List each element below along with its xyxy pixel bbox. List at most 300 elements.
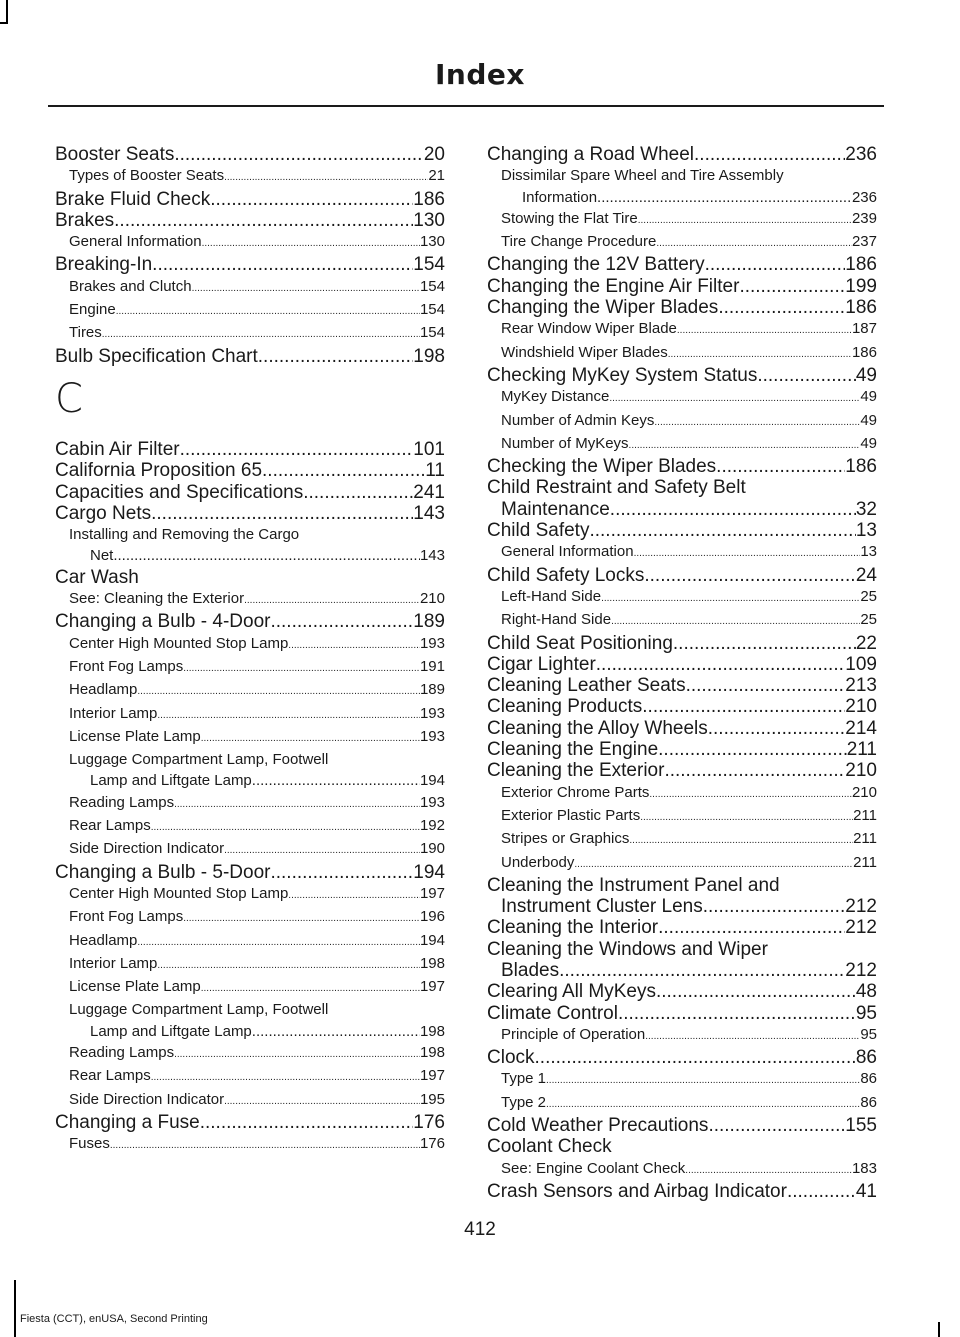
entry-label: Breaking-In [55,254,153,276]
dot-leader [102,322,420,345]
dot-leader [629,433,861,456]
entry-label: Engine [69,301,116,319]
index-entry[interactable] [55,346,445,367]
index-entry[interactable] [487,1115,877,1136]
entry-page-number: 155 [845,1115,877,1137]
entry-label: Clock [487,1047,535,1069]
dot-leader [708,1115,845,1136]
dot-leader [686,675,846,696]
entry-label: Front Fog Lamps [69,657,184,675]
index-subentry[interactable] [487,541,877,564]
entry-page-number: 154 [419,301,445,319]
entry-page-number: 194 [419,931,445,949]
entry-label: Lamp and Liftgate Lamp [90,1022,252,1040]
entry-label: Front Fog Lamps [69,908,184,926]
entry-label: Center High Mounted Stop Lamp [69,634,289,652]
entry-label: Child Safety [487,520,590,542]
entry-page-number: 186 [413,188,445,210]
dot-leader [157,953,420,976]
entry-label: Windshield Wiper Blades [501,343,668,361]
index-subentry[interactable] [487,805,877,828]
dot-leader [270,611,413,632]
dot-leader [244,588,420,611]
index-entry[interactable] [487,981,877,1002]
entry-page-number: 192 [419,817,445,835]
index-entry[interactable] [487,718,877,739]
entry-label: Tire Change Procedure [501,233,657,251]
dot-leader [192,276,420,299]
index-subentry[interactable] [55,838,445,861]
entry-label: Cabin Air Filter [55,438,180,460]
entry-page-number: 130 [419,233,445,251]
index-heading: Child Restraint and Safety Belt [487,477,746,499]
entry-label: License Plate Lamp [69,727,201,745]
crop-mark-top-left-h [0,22,8,24]
entry-page-number: 49 [860,434,877,452]
entry-page-number: 32 [855,498,877,520]
entry-page-number: 86 [855,1047,877,1069]
dot-leader [210,189,413,210]
dot-leader [618,1003,856,1024]
dot-leader [787,1181,856,1202]
index-subentry[interactable] [55,770,445,791]
index-entry[interactable] [487,675,877,696]
entry-page-number: 211 [846,739,877,761]
dot-leader [629,828,853,851]
entry-page-number: 194 [413,861,445,883]
crop-mark-bottom-right [938,1322,940,1337]
dot-leader [113,545,420,566]
index-subentry[interactable] [55,545,445,566]
entry-label: Maintenance [501,498,610,520]
dot-leader [151,503,413,524]
index-subentry[interactable] [487,1158,877,1181]
entry-page-number: 193 [419,704,445,722]
entry-label: Exterior Plastic Parts [501,806,641,824]
entry-page-number: 193 [419,793,445,811]
index-subheading: Dissimilar Spare Wheel and Tire Assembly [501,167,784,185]
index-subentry[interactable] [487,410,877,433]
index-entry[interactable] [487,1047,877,1068]
index-subentry[interactable] [487,828,877,851]
index-entry[interactable] [487,1181,877,1202]
dot-leader [157,703,420,726]
index-subentry[interactable] [55,703,445,726]
index-heading: Car Wash [55,566,139,588]
entry-label: See: Engine Coolant Check [501,1159,686,1177]
entry-page-number: 48 [855,981,877,1003]
entry-page-number: 13 [860,543,877,561]
dot-leader [685,1158,852,1181]
entry-label: Left-Hand Side [501,587,602,605]
dot-leader [288,883,420,906]
entry-page-number: 176 [413,1111,445,1133]
index-entry[interactable] [55,1112,445,1133]
dot-leader [252,1021,420,1042]
index-subentry[interactable] [55,815,445,838]
crop-mark-bottom-left [14,1280,16,1337]
entry-page-number: 193 [419,634,445,652]
entry-label: Side Direction Indicator [69,840,225,858]
dot-leader [288,633,420,656]
entry-page-number: 186 [851,343,877,361]
index-subentry[interactable] [487,1024,877,1047]
entry-label: Changing a Fuse [55,1111,200,1133]
dot-leader [597,187,852,208]
entry-label: Rear Lamps [69,1067,151,1085]
entry-label: Principle of Operation [501,1025,646,1043]
index-entry[interactable] [487,254,877,275]
entry-label: Reading Lamps [69,1043,175,1061]
entry-page-number: 211 [853,806,877,824]
entry-page-number: 95 [855,1002,877,1024]
entry-page-number: 199 [845,275,877,297]
entry-label: Cold Weather Precautions [487,1115,709,1137]
entry-label: Changing the Engine Air Filter [487,275,740,297]
dot-leader [610,499,856,520]
entry-label: Net [90,547,114,565]
entry-page-number: 143 [419,547,445,565]
entry-label: Type 1 [501,1070,547,1088]
entry-label: Rear Window Wiper Blade [501,320,677,338]
index-subentry[interactable] [55,165,445,188]
dot-leader [708,718,846,739]
dot-leader [303,482,413,503]
entry-page-number: 21 [428,167,445,185]
index-subentry[interactable] [487,1092,877,1115]
index-subheading: Luggage Compartment Lamp, Footwell [69,751,329,769]
index-subentry[interactable] [487,852,877,875]
entry-page-number: 211 [853,830,877,848]
section-letter: C [55,375,83,422]
entry-page-number: 241 [413,481,445,503]
dot-leader [677,318,852,341]
index-entry[interactable] [55,460,445,481]
index-entry[interactable] [487,456,877,477]
entry-label: License Plate Lamp [69,978,201,996]
dot-leader [262,460,425,481]
index-subentry[interactable] [55,930,445,953]
index-entry[interactable] [487,499,877,520]
entry-label: Child Safety Locks [487,564,645,586]
index-subentry[interactable] [55,679,445,702]
dot-leader [716,456,845,477]
entry-page-number: 210 [419,590,445,608]
dot-leader [559,960,845,981]
index-column-right [487,144,877,1202]
entry-label: Cleaning the Exterior [487,760,665,782]
index-subentry[interactable] [55,883,445,906]
dot-leader [174,144,424,165]
entry-label: Right-Hand Side [501,611,612,629]
index-entry[interactable] [55,503,445,524]
entry-label: Cleaning the Engine [487,739,659,761]
index-entry[interactable] [55,439,445,460]
index-entry[interactable] [487,1003,877,1024]
entry-page-number: 239 [851,209,877,227]
entry-label: Reading Lamps [69,793,175,811]
dot-leader [640,805,853,828]
entry-label: Interior Lamp [69,954,158,972]
entry-label: Changing the Wiper Blades [487,297,719,319]
index-entry[interactable] [487,760,877,781]
index-subheading: Luggage Compartment Lamp, Footwell [69,1001,329,1019]
index-entry[interactable] [487,896,877,917]
index-subentry[interactable] [487,386,877,409]
index-entry[interactable] [487,144,877,165]
index-subentry[interactable] [487,342,877,365]
dot-leader [574,852,853,875]
entry-page-number: 198 [419,1043,445,1061]
entry-page-number: 214 [845,717,877,739]
entry-page-number: 198 [419,954,445,972]
index-subentry[interactable] [55,276,445,299]
index-entry[interactable] [487,365,877,386]
index-subentry[interactable] [55,588,445,611]
dot-leader [658,739,847,760]
entry-page-number: 25 [860,587,877,605]
index-entry[interactable] [487,297,877,318]
header-divider [48,105,884,107]
index-subentry[interactable] [55,1089,445,1112]
entry-page-number: 197 [419,978,445,996]
dot-leader [656,981,856,1002]
entry-page-number: 154 [419,277,445,295]
index-subentry[interactable] [487,586,877,609]
entry-label: Rear Lamps [69,817,151,835]
entry-page-number: 101 [413,438,445,460]
dot-leader [200,1112,414,1133]
entry-page-number: 236 [851,188,877,206]
index-subentry[interactable] [487,609,877,632]
page-number: 412 [464,1219,496,1240]
entry-page-number: 49 [860,411,877,429]
entry-label: Cigar Lighter [487,653,596,675]
dot-leader [638,208,852,231]
entry-label: Changing a Bulb - 4-Door [55,611,271,633]
entry-label: General Information [69,233,202,251]
index-entry[interactable] [55,862,445,883]
entry-page-number: 212 [845,959,877,981]
entry-page-number: 194 [419,772,445,790]
index-entry[interactable] [55,210,445,231]
dot-leader [589,520,855,541]
index-subentry[interactable] [55,1021,445,1042]
index-heading: Coolant Check [487,1136,612,1158]
index-heading: Cleaning the Instrument Panel and [487,874,780,896]
index-entry[interactable] [487,633,877,654]
index-subentry[interactable] [487,231,877,254]
dot-leader [668,342,852,365]
entry-page-number: 237 [851,233,877,251]
entry-page-number: 49 [855,364,877,386]
entry-label: Cleaning Leather Seats [487,675,686,697]
entry-page-number: 41 [855,1180,877,1202]
entry-label: Exterior Chrome Parts [501,783,650,801]
entry-label: Checking MyKey System Status [487,364,758,386]
index-entry[interactable] [487,520,877,541]
index-entry[interactable] [487,696,877,717]
index-subentry[interactable] [55,322,445,345]
entry-page-number: 187 [851,320,877,338]
dot-leader [174,1042,420,1065]
index-subentry[interactable] [55,976,445,999]
index-entry[interactable] [487,960,877,981]
index-entry[interactable] [487,917,877,938]
entry-page-number: 25 [860,611,877,629]
entry-label: Crash Sensors and Airbag Indicator [487,1180,787,1202]
entry-label: Cleaning the Alloy Wheels [487,717,708,739]
entry-page-number: 86 [860,1093,877,1111]
index-subentry[interactable] [487,782,877,805]
dot-leader [654,410,860,433]
entry-label: Cleaning the Interior [487,917,659,939]
index-subentry[interactable] [55,633,445,656]
entry-label: Type 2 [501,1093,547,1111]
dot-leader [596,654,846,675]
entry-page-number: 189 [419,681,445,699]
entry-label: Checking the Wiper Blades [487,456,717,478]
entry-page-number: 198 [413,345,445,367]
entry-label: Instrument Cluster Lens [501,896,703,918]
dot-leader [739,276,845,297]
entry-page-number: 183 [851,1159,877,1177]
dot-leader [258,346,414,367]
entry-label: Interior Lamp [69,704,158,722]
entry-page-number: 186 [845,456,877,478]
index-subentry[interactable] [487,433,877,456]
index-subentry[interactable] [55,231,445,254]
entry-label: Changing the 12V Battery [487,254,705,276]
entry-page-number: 20 [423,144,445,165]
index-subentry[interactable] [55,906,445,929]
entry-label: Changing a Bulb - 5-Door [55,861,271,883]
dot-leader [114,210,413,231]
dot-leader [703,896,846,917]
index-entry[interactable] [487,565,877,586]
dot-leader [174,792,420,815]
index-subentry[interactable] [55,656,445,679]
dot-leader [535,1047,856,1068]
entry-label: Capacities and Specifications [55,481,304,503]
index-entry[interactable] [487,654,877,675]
dot-leader [673,633,856,654]
dot-leader [757,365,856,386]
entry-page-number: 24 [855,564,877,586]
entry-label: Number of Admin Keys [501,411,655,429]
entry-page-number: 11 [425,460,445,482]
index-subentry[interactable] [487,208,877,231]
entry-page-number: 13 [855,520,877,542]
entry-label: Number of MyKeys [501,434,629,452]
entry-page-number: 198 [419,1022,445,1040]
index-subentry[interactable] [55,953,445,976]
entry-page-number: 211 [853,853,877,871]
entry-label: Brake Fluid Check [55,188,211,210]
entry-label: Stripes or Graphics [501,830,630,848]
dot-leader [694,144,845,165]
entry-label: Changing a Road Wheel [487,144,695,165]
crop-mark-top-left [6,0,8,24]
entry-page-number: 236 [845,144,877,165]
index-subentry[interactable] [55,1133,445,1156]
index-subentry[interactable] [487,318,877,341]
entry-page-number: 190 [419,840,445,858]
entry-page-number: 210 [845,696,877,718]
dot-leader [224,165,428,188]
dot-leader [224,1089,420,1112]
entry-page-number: 197 [419,884,445,902]
entry-page-number: 143 [413,502,445,524]
entry-page-number: 154 [419,324,445,342]
index-subentry[interactable] [55,1065,445,1088]
entry-label: See: Cleaning the Exterior [69,590,245,608]
entry-label: Brakes [55,209,115,231]
index-subentry[interactable] [55,726,445,749]
dot-leader [201,726,420,749]
dot-leader [110,1133,420,1156]
index-subentry[interactable] [55,1042,445,1065]
entry-label: Cargo Nets [55,502,152,524]
dot-leader [183,906,420,929]
dot-leader [151,815,420,838]
entry-page-number: 109 [845,653,877,675]
entry-page-number: 22 [855,632,877,654]
index-subentry[interactable] [487,187,877,208]
index-entry[interactable] [487,739,877,760]
entry-page-number: 186 [845,254,877,276]
index-subentry[interactable] [55,299,445,322]
entry-label: Child Seat Positioning [487,632,673,654]
dot-leader [252,770,420,791]
entry-page-number: 95 [860,1025,877,1043]
index-subentry[interactable] [55,792,445,815]
entry-page-number: 49 [860,388,877,406]
dot-leader [634,541,861,564]
entry-page-number: 191 [419,657,445,675]
index-entry[interactable] [55,611,445,632]
index-entry[interactable] [55,482,445,503]
dot-leader [151,1065,420,1088]
dot-leader [270,862,413,883]
entry-label: Booster Seats [55,144,175,165]
index-entry[interactable] [55,189,445,210]
entry-label: Information [522,188,598,206]
entry-label: Side Direction Indicator [69,1090,225,1108]
entry-label: Headlamp [69,931,138,949]
entry-page-number: 210 [845,760,877,782]
entry-page-number: 193 [419,727,445,745]
index-entry[interactable] [55,254,445,275]
dot-leader [649,782,852,805]
index-subentry[interactable] [487,1068,877,1091]
entry-page-number: 86 [860,1070,877,1088]
entry-page-number: 197 [419,1067,445,1085]
index-entry[interactable] [55,144,445,165]
dot-leader [224,838,420,861]
entry-label: Fuses [69,1135,110,1153]
footer-text: Fiesta (CCT), enUSA, Second Printing [20,1313,208,1325]
entry-label: General Information [501,543,634,561]
entry-label: Underbody [501,853,575,871]
index-entry[interactable] [487,276,877,297]
dot-leader [718,297,845,318]
dot-leader [645,1024,860,1047]
entry-label: Bulb Specification Chart [55,345,258,367]
dot-leader [137,930,420,953]
entry-page-number: 130 [413,209,445,231]
entry-page-number: 186 [845,297,877,319]
